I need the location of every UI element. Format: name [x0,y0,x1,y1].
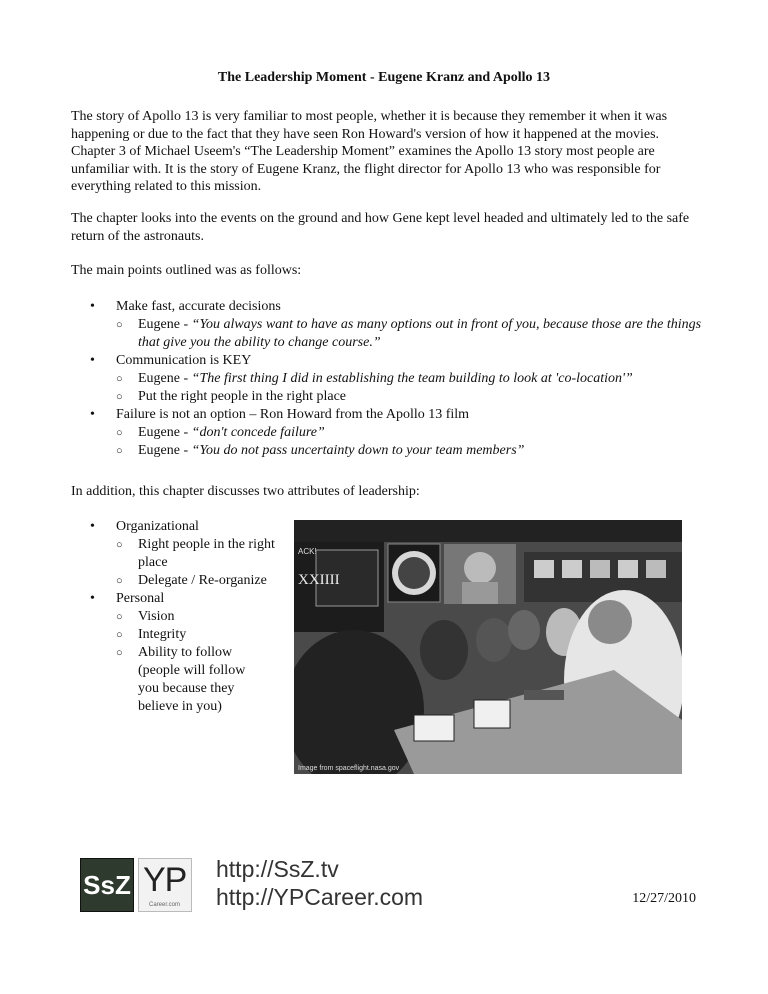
attributes-list [90,518,286,716]
list-item: ○ Eugene - “You do not pass uncertainty down to your team members” [116,443,525,458]
list-item: • Failure is not an option – Ron Howard from the Apollo 13 film [90,407,470,422]
list-item: ○ Put the right people in the right place [116,389,347,404]
circle-bullet-icon: ○ [116,611,123,623]
bullet-icon: • [90,353,95,368]
banner-text: ACK! [298,547,317,556]
ssz-url-link[interactable]: http://SsZ.tv [216,856,339,882]
circle-bullet-icon: ○ [116,575,123,587]
main-points-list [90,298,702,460]
chapter-paragraph: The chapter looks into the events on the ground and how Gene kept level headed and ultimately led to the safe return of the astronauts. [71,211,690,244]
main-points-intro: The main points outlined was as follows: [71,263,302,278]
bullet-icon: • [90,407,95,422]
intro-paragraph: The story of Apollo 13 is very familiar to most people, whether it is because they remember it when it was happening or due to the fact that they have seen Ron Howard's version of how it happened at the movies. Chapter 3 of Michael Useem's “The Leadership Moment” examines the Apollo 13 story most people are unfamiliar with. It is the story of Eugene Kranz, the flight director for Apollo 13 who was responsible for everything related to this mission. [71,109,668,194]
circle-bullet-icon: ○ [116,391,123,403]
mission-control-photo [294,520,682,774]
photo-caption: Image from spaceflight.nasa.gov [298,765,400,772]
list-item: • Make fast, accurate decisions [90,299,281,314]
list-item: ○ Eugene - “You always want to have as many options out in front of you, because those are the things that give you the ability to change course.” [116,317,702,350]
circle-bullet-icon: ○ [116,629,123,641]
ssz-logo: SsZ [80,858,134,912]
list-item: ○ Ability to follow (people will follow you because they believe in you) [116,645,246,714]
list-item: • Communication is KEY [90,353,252,368]
circle-bullet-icon: ○ [116,539,123,551]
footer-logos [80,858,192,912]
list-item: ○ Eugene - “don't concede failure” [116,425,325,440]
circle-bullet-icon: ○ [116,445,123,457]
attributes-intro: In addition, this chapter discusses two attributes of leadership: [71,484,420,499]
list-item: ○ Right people in the right place [116,537,275,570]
circle-bullet-icon: ○ [116,373,123,385]
document-date: 12/27/2010 [632,891,696,906]
bullet-icon: • [90,591,95,606]
list-item: ○ Integrity [116,627,187,642]
document-title: The Leadership Moment - Eugene Kranz and Apollo 13 [217,70,551,85]
ypcareer-logo: YP Career.com [138,858,192,912]
circle-bullet-icon: ○ [116,319,123,331]
bullet-icon: • [90,299,95,314]
ypcareer-url-link[interactable]: http://YPCareer.com [216,884,424,910]
circle-bullet-icon: ○ [116,427,123,439]
list-item: ○ Delegate / Re-organize [116,573,267,588]
list-item: ○ Vision [116,609,175,624]
mission-control-illustration [294,520,682,774]
list-item: • Personal [90,591,165,606]
circle-bullet-icon: ○ [116,647,123,659]
bullet-icon: • [90,519,95,534]
list-item: • Organizational [90,519,199,534]
list-item: ○ Eugene - “The first thing I did in establishing the team building to look at 'co-location'” [116,371,633,386]
screen-text: XXIIII [298,572,340,588]
